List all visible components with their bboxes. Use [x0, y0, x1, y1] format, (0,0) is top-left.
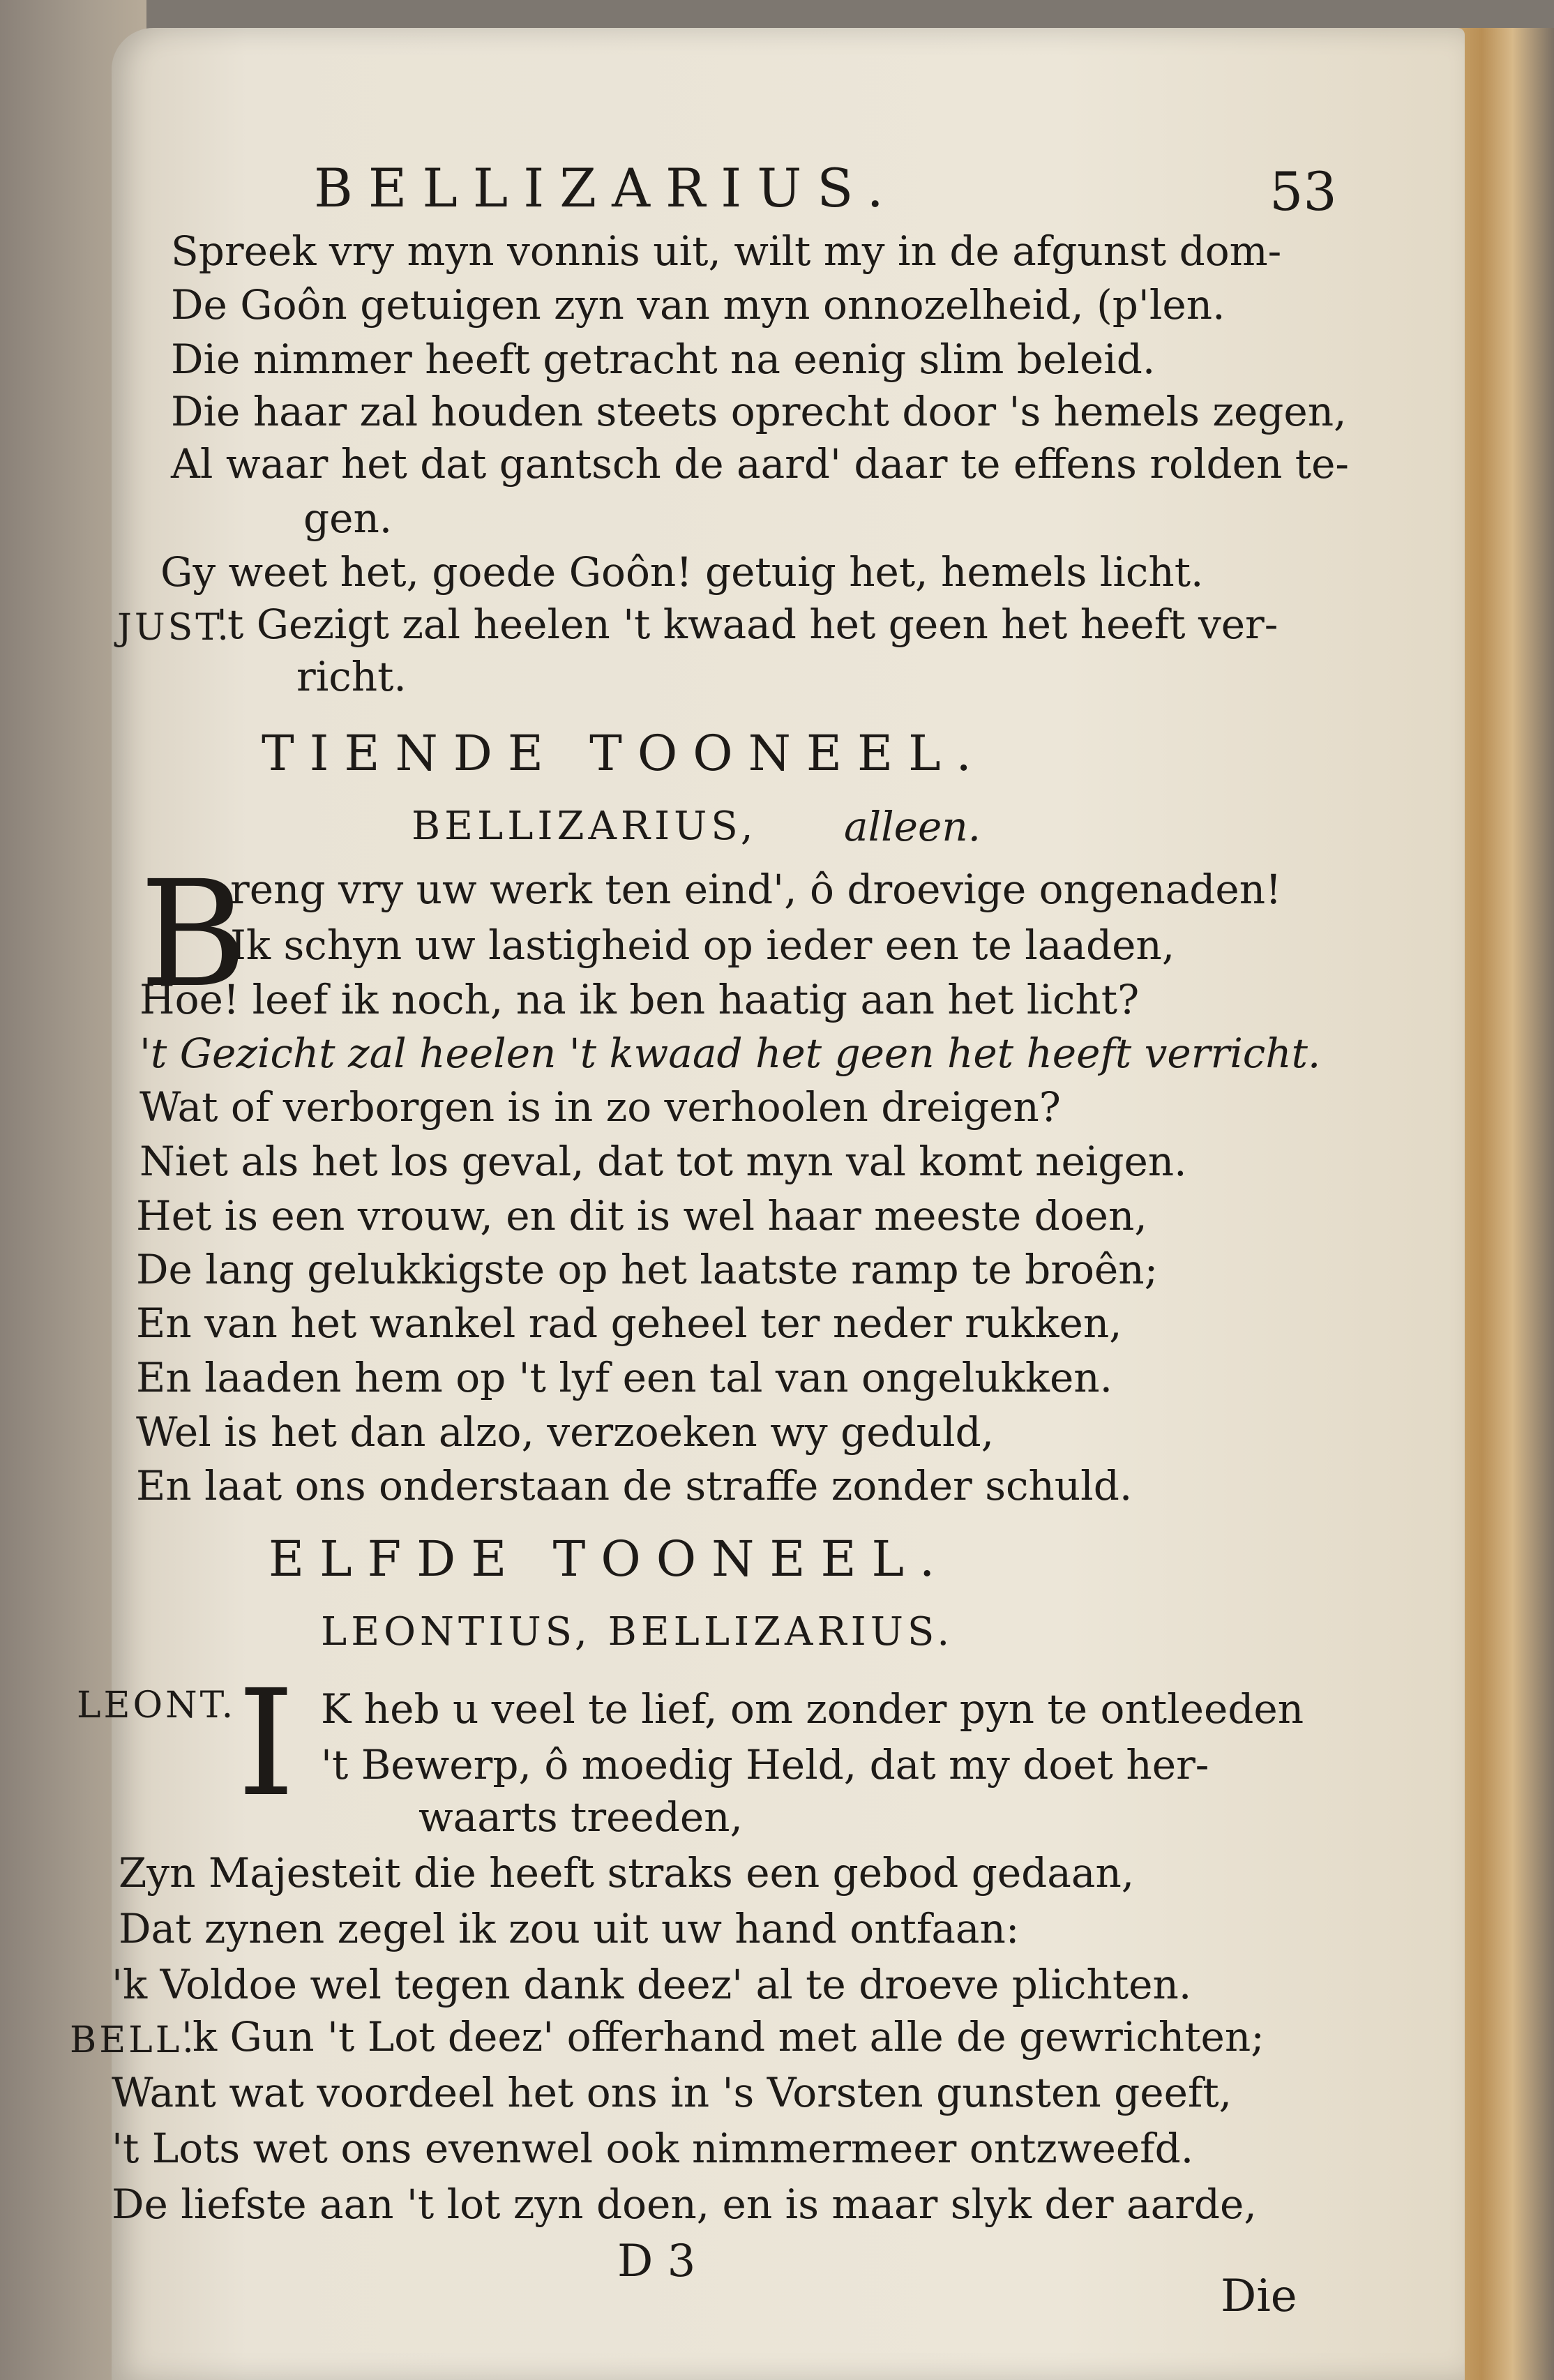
running-title: BELLIZARIUS. — [314, 157, 899, 219]
verse-line: Dat zynen zegel ik zou uit uw hand ontfaan: — [119, 1905, 1020, 1952]
verse-line: Spreek vry myn vonnis uit, wilt my in de afgunst dom- — [171, 227, 1282, 275]
speaker-label: BELL. — [70, 2019, 197, 2061]
verse-line: De lang gelukkigste op het laatste ramp te broên; — [136, 1246, 1159, 1293]
scene-heading: ELFDE TOONEEL. — [269, 1530, 951, 1588]
verse-line: Hoe! leef ik noch, na ik ben haatig aan het licht? — [139, 976, 1140, 1023]
verse-line: Die haar zal houden steets oprecht door 's hemels zegen, — [171, 388, 1347, 435]
verse-line: De liefste aan 't lot zyn doen, en is maar slyk der aarde, — [112, 2181, 1257, 2228]
verse-line: De Goôn getuigen zyn van myn onnozelheid, (p'len. — [171, 281, 1225, 329]
drop-cap: I — [237, 1658, 295, 1829]
scene-persons: LEONTIUS, BELLIZARIUS. — [321, 1609, 954, 1655]
verse-line: Ik schyn uw lastigheid op ieder een te laaden, — [230, 921, 1175, 969]
verse-line: gen. — [303, 495, 393, 542]
page-number: 53 — [1269, 160, 1337, 223]
verse-line: 'k Voldoe wel tegen dank deez' al te droeve plichten. — [112, 1961, 1192, 2008]
verse-line: Zyn Majesteit die heeft straks een gebod gedaan, — [119, 1849, 1135, 1897]
verse-line: richt. — [296, 653, 407, 700]
book-page — [70, 28, 1465, 2380]
verse-line: 't Gezigt zal heelen 't kwaad het geen het heeft ver- — [216, 601, 1278, 648]
verse-line: Die nimmer heeft getracht na eenig slim beleid. — [171, 336, 1156, 383]
verse-line: Wel is het dan alzo, verzoeken wy geduld, — [136, 1408, 995, 1456]
verse-line: Wat of verborgen is in zo verhoolen dreigen? — [139, 1083, 1061, 1131]
scene-persons-note: alleen. — [844, 803, 981, 850]
scene-heading: TIENDE TOONEEL. — [262, 725, 987, 782]
verse-line: K heb u veel te lief, om zonder pyn te ontleeden — [321, 1685, 1304, 1733]
verse-line: waarts treeden, — [418, 1793, 743, 1841]
verse-line: 'k Gun 't Lot deez' offerhand met alle de gewrichten; — [181, 2013, 1265, 2061]
scene-persons: BELLIZARIUS, — [412, 804, 757, 849]
verse-line: 't Bewerp, ô moedig Held, dat my doet her- — [321, 1741, 1209, 1788]
verse-line: reng vry uw werk ten eind', ô droevige ongenaden! — [230, 866, 1282, 913]
catchword: Die — [1221, 2270, 1297, 2322]
verse-line: 't Gezicht zal heelen 't kwaad het geen het heeft verricht. — [139, 1030, 1321, 1077]
speaker-label: LEONT. — [77, 1685, 236, 1726]
verse-line: En laat ons onderstaan de straffe zonder schuld. — [136, 1462, 1133, 1509]
speaker-label: JUST. — [117, 607, 232, 649]
verse-line: En laaden hem op 't lyf een tal van ongelukken. — [136, 1354, 1113, 1401]
book-page-edges — [1451, 28, 1554, 2380]
verse-line: Want wat voordeel het ons in 's Vorsten gunsten geeft, — [112, 2069, 1232, 2116]
signature-mark: D 3 — [617, 2236, 696, 2287]
verse-line: Al waar het dat gantsch de aard' daar te effens rolden te- — [171, 440, 1349, 488]
drop-cap: B — [139, 849, 248, 1020]
verse-line: En van het wankel rad geheel ter neder rukken, — [136, 1300, 1122, 1347]
verse-line: Niet als het los geval, dat tot myn val komt neigen. — [139, 1138, 1187, 1185]
verse-line: Gy weet het, goede Goôn! getuig het, hemels licht. — [160, 548, 1204, 596]
verse-line: 't Lots wet ons evenwel ook nimmermeer ontzweefd. — [112, 2125, 1194, 2172]
verse-line: Het is een vrouw, en dit is wel haar meeste doen, — [136, 1192, 1147, 1240]
